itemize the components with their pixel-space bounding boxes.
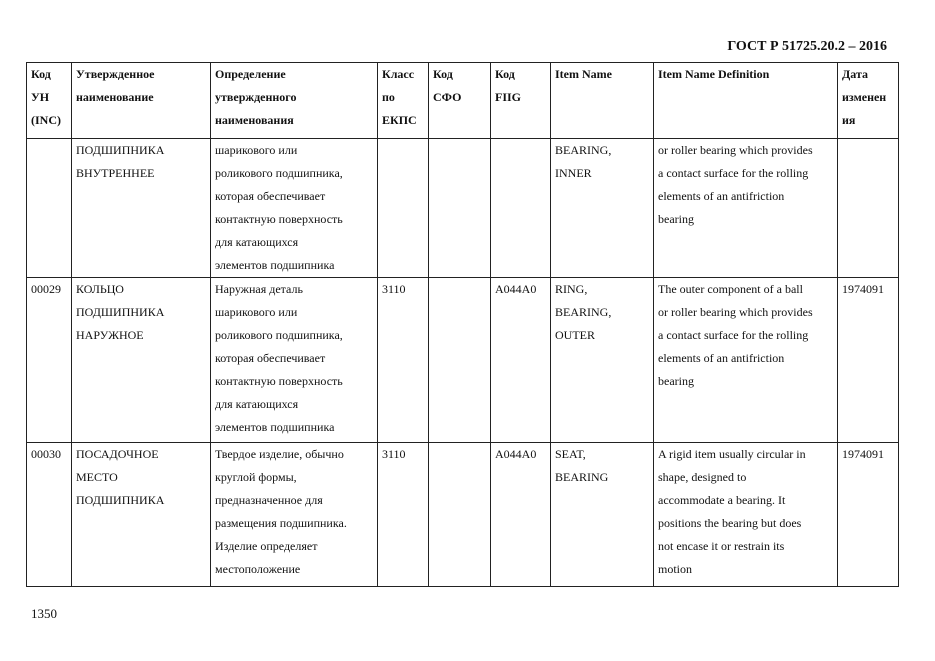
cell-item-name: BEARING, INNER <box>551 139 654 278</box>
cell-class: 3110 <box>378 443 429 587</box>
col-header-name: Утвержденное наименование <box>72 63 211 139</box>
cell-item-name: RING, BEARING, OUTER <box>551 278 654 443</box>
cell-item-name: SEAT, BEARING <box>551 443 654 587</box>
col-header-fiig: Код FIIG <box>491 63 551 139</box>
table-row <box>27 443 899 587</box>
catalog-table <box>26 62 899 587</box>
cell-definition: Твердое изделие, обычно круглой формы, предназначенное для размещения подшипника. Изделие определяет местоположение <box>211 443 378 587</box>
col-header-date: Дата изменен ия <box>838 63 899 139</box>
table-row <box>27 278 899 443</box>
table-header-row <box>27 63 899 139</box>
table-row <box>27 139 899 278</box>
cell-sfo <box>429 139 491 278</box>
cell-fiig <box>491 139 551 278</box>
col-header-item-definition: Item Name Definition <box>654 63 838 139</box>
document-standard-header: ГОСТ Р 51725.20.2 – 2016 <box>727 39 887 54</box>
cell-class <box>378 139 429 278</box>
cell-item-definition: A rigid item usually circular in shape, designed to accommodate a bearing. It positions the bearing but does not encase it or restrain its motion <box>654 443 838 587</box>
cell-name: ПОСАДОЧНОЕ МЕСТО ПОДШИПНИКА <box>72 443 211 587</box>
cell-sfo <box>429 278 491 443</box>
cell-code: 00029 <box>27 278 72 443</box>
cell-fiig: A044A0 <box>491 278 551 443</box>
cell-definition: шарикового или роликового подшипника, которая обеспечивает контактную поверхность для катающихся элементов подшипника <box>211 139 378 278</box>
cell-item-definition: The outer component of a ball or roller bearing which provides a contact surface for the rolling elements of an antifriction bearing <box>654 278 838 443</box>
col-header-sfo: Код СФО <box>429 63 491 139</box>
cell-fiig: A044A0 <box>491 443 551 587</box>
cell-class: 3110 <box>378 278 429 443</box>
cell-item-definition: or roller bearing which provides a contact surface for the rolling elements of an antifriction bearing <box>654 139 838 278</box>
cell-name: КОЛЬЦО ПОДШИПНИКА НАРУЖНОЕ <box>72 278 211 443</box>
col-header-item-name: Item Name <box>551 63 654 139</box>
cell-name: ПОДШИПНИКА ВНУТРЕННЕЕ <box>72 139 211 278</box>
cell-code: 00030 <box>27 443 72 587</box>
cell-date: 1974091 <box>838 278 899 443</box>
cell-definition: Наружная деталь шарикового или роликового подшипника, которая обеспечивает контактную поверхность для катающихся элементов подшипника <box>211 278 378 443</box>
col-header-class: Класс по ЕКПС <box>378 63 429 139</box>
col-header-code: Код УН (INC) <box>27 63 72 139</box>
cell-code <box>27 139 72 278</box>
cell-date <box>838 139 899 278</box>
cell-date: 1974091 <box>838 443 899 587</box>
cell-sfo <box>429 443 491 587</box>
page-number: 1350 <box>31 606 57 621</box>
col-header-definition: Определение утвержденного наименования <box>211 63 378 139</box>
